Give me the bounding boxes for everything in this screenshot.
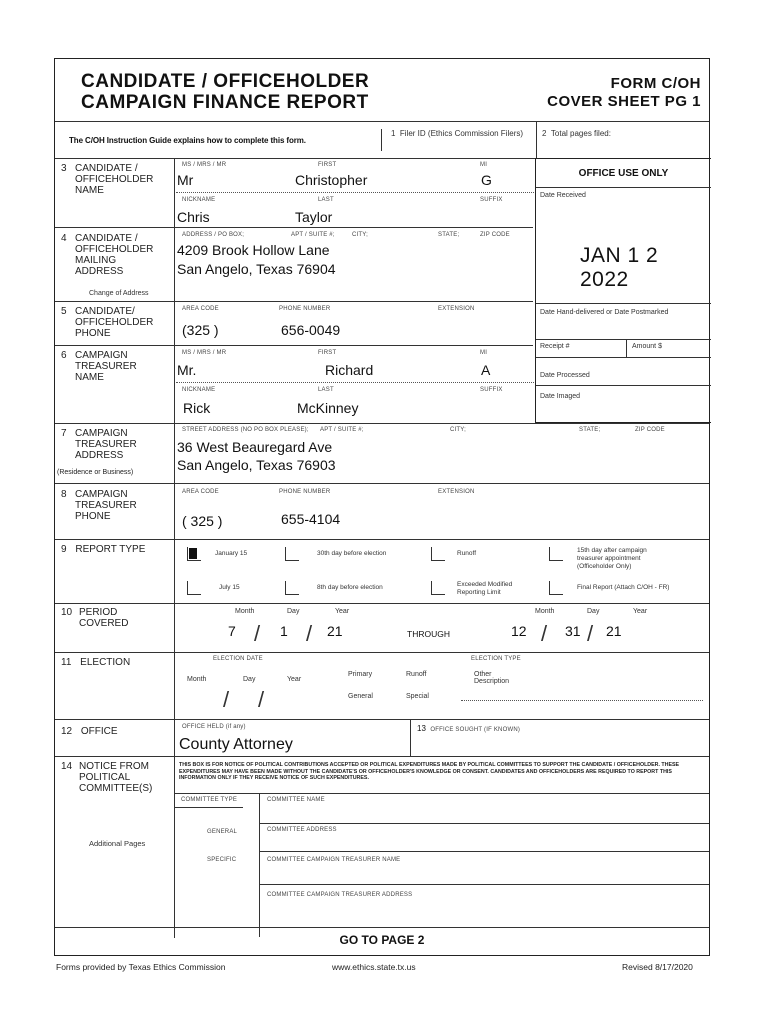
election-primary: Primary	[348, 671, 373, 678]
change-of-address-label: Change of Address	[89, 290, 149, 297]
committee-notice-text: THIS BOX IS FOR NOTICE OF POLITICAL CONTRIBUTIONS ACCEPTED OR POLITICAL EXPENDITURES MADE BY POLITICAL COMMITTEES TO SUPPORT THE CANDIDATE / OFFICEHOLDER. THESE EXPENDITURES MAY HAVE BEEN MADE WITHOUT THE CANDIDATE'S OR OFFICEHOLDER'S KNOWLEDGE OR CONSENT. CANDIDATES AND OFFICEHOLDERS ARE REQUIRED TO REPORT THIS INFORMATION ONLY IF THEY RECEIVE NOTICE OF SUCH EXPENDITURES.	[179, 762, 680, 781]
period-from-month[interactable]: 7	[228, 623, 236, 639]
total-pages-label: Total pages filed:	[550, 129, 611, 138]
sec3-label-block	[61, 163, 171, 196]
footer-provider: Forms provided by Texas Ethics Commission	[56, 962, 226, 972]
sec4-address-label: ADDRESS / PO BOX;	[182, 232, 245, 238]
sec7-num: 7	[61, 428, 67, 439]
treasurer-area-code[interactable]: ( 325 )	[182, 513, 223, 529]
sec3-nickname-label: NICKNAME	[182, 197, 216, 203]
report-exceeded-checkbox[interactable]	[431, 581, 445, 595]
through-label: THROUGH	[407, 629, 450, 639]
sec6-label-block	[61, 350, 171, 383]
total-pages-num: 2	[542, 129, 547, 138]
sec3-label: CANDIDATE / OFFICEHOLDER NAME	[75, 163, 154, 196]
committee-address-label: COMMITTEE ADDRESS	[267, 827, 337, 833]
date-received-label: Date Received	[540, 192, 586, 199]
footer-revision: Revised 8/17/2020	[622, 962, 693, 972]
sec14-num: 14	[61, 761, 73, 772]
sec10-to-month-label: Month	[535, 608, 555, 615]
report-runoff-checkbox[interactable]	[431, 547, 445, 561]
candidate-area-code[interactable]: (325 )	[182, 322, 219, 338]
sec7-label-block	[57, 428, 173, 476]
opt-final: Final Report (Attach C/OH - FR)	[577, 584, 670, 591]
sec9-num: 9	[61, 544, 67, 555]
sec7-state-label: STATE;	[579, 427, 601, 433]
sec4-zip-label: ZIP CODE	[480, 232, 510, 238]
sec10-label-block	[61, 607, 171, 629]
report-final-checkbox[interactable]	[549, 581, 563, 595]
period-slash-2: /	[306, 621, 313, 646]
candidate-last-name[interactable]: Taylor	[295, 209, 333, 225]
date-processed-label: Date Processed	[540, 372, 590, 379]
sec6-mi-label: MI	[480, 350, 488, 356]
sec11-label: ELECTION	[80, 657, 131, 668]
committee-general-label: GENERAL	[207, 829, 238, 835]
opt-jan15: January 15	[215, 550, 248, 557]
form-title-line2: CAMPAIGN FINANCE REPORT	[81, 92, 369, 113]
sec8-phone-label: PHONE NUMBER	[279, 489, 331, 495]
treasurer-mi[interactable]: A	[481, 362, 491, 378]
candidate-prefix[interactable]: Mr	[177, 172, 194, 188]
sec12-num: 12	[61, 726, 73, 737]
sec10-label: PERIOD COVERED	[79, 607, 129, 629]
sec6-num: 6	[61, 350, 67, 361]
treasurer-last-name[interactable]: McKinney	[297, 400, 359, 416]
sec3-num: 3	[61, 163, 67, 174]
sec4-num: 4	[61, 233, 67, 244]
election-general: General	[348, 693, 373, 700]
filer-id-label: Filer ID (Ethics Commission Filers)	[399, 129, 524, 138]
sec5-ext-label: EXTENSION	[438, 306, 475, 312]
opt-30day: 30th day before election	[317, 550, 387, 557]
sec3-mi-label: MI	[480, 162, 488, 168]
candidate-first-name[interactable]: Christopher	[295, 172, 368, 188]
form-title-line1: CANDIDATE / OFFICEHOLDER	[81, 71, 370, 92]
sec13-num: 13	[417, 724, 426, 733]
sec10-to-day-label: Day	[587, 608, 600, 615]
sec10-num: 10	[61, 607, 73, 618]
sec7-city-label: CITY;	[450, 427, 466, 433]
report-15day-checkbox[interactable]	[549, 547, 563, 561]
election-month-label: Month	[187, 676, 207, 683]
sec10-to-year-label: Year	[633, 608, 648, 615]
sec6-first-label: FIRST	[318, 350, 337, 356]
report-jan15-checkbox[interactable]	[187, 547, 201, 561]
sec8-area-label: AREA CODE	[182, 489, 219, 495]
opt-15day-line1: 15th day after campaign	[577, 547, 647, 554]
sec14-label-block	[61, 761, 171, 794]
treasurer-address-line1[interactable]: 36 West Beauregard Ave	[177, 439, 333, 455]
sec8-label: CAMPAIGN TREASURER PHONE	[75, 489, 137, 522]
sec6-nickname-label: NICKNAME	[182, 387, 216, 393]
election-year-label: Year	[287, 676, 302, 683]
sec5-phone-label: PHONE NUMBER	[279, 306, 331, 312]
additional-pages-label: Additional Pages	[89, 839, 146, 848]
candidate-mi[interactable]: G	[481, 172, 492, 188]
form-code: FORM C/OH	[610, 75, 701, 92]
sec4-label: CANDIDATE / OFFICEHOLDER MAILING ADDRESS	[75, 233, 154, 277]
instruction-note: The C/OH Instruction Guide explains how to complete this form.	[69, 136, 306, 145]
filer-id-field[interactable]	[395, 143, 535, 153]
opt-15day-line3: (Officeholder Only)	[577, 563, 632, 570]
sec10-from-year-label: Year	[335, 608, 350, 615]
period-slash-4: /	[587, 621, 594, 646]
period-to-day[interactable]: 31	[565, 623, 581, 639]
opt-exceeded-line2: Reporting Limit	[457, 589, 501, 596]
sec7-apt-label: APT / SUITE #;	[320, 427, 364, 433]
committee-treasurer-name-label: COMMITTEE CAMPAIGN TREASURER NAME	[267, 857, 401, 863]
sec3-ms-label: MS / MRS / MR	[182, 162, 227, 168]
office-use-box	[535, 158, 711, 423]
sec13-block	[417, 724, 520, 733]
date-hand-delivered-label: Date Hand-delivered or Date Postmarked	[540, 309, 669, 316]
sec6-ms-label: MS / MRS / MR	[182, 350, 227, 356]
receipt-label: Receipt #	[540, 343, 570, 350]
date-imaged-label: Date Imaged	[540, 393, 581, 400]
period-slash-1: /	[254, 621, 261, 646]
sec10-from-day-label: Day	[287, 608, 300, 615]
candidate-nickname[interactable]: Chris	[177, 209, 210, 225]
opt-8day: 8th day before election	[317, 584, 383, 591]
opt-runoff: Runoff	[457, 550, 477, 557]
period-to-month[interactable]: 12	[511, 623, 527, 639]
sec8-label-block	[61, 489, 171, 522]
office-sought-label: OFFICE SOUGHT (IF KNOWN)	[430, 727, 521, 733]
report-jul15-checkbox[interactable]	[187, 581, 201, 595]
election-runoff: Runoff	[406, 671, 427, 678]
sec5-label-block	[61, 306, 171, 339]
opt-exceeded	[457, 581, 512, 597]
form-page	[54, 58, 710, 956]
sec10-from-month-label: Month	[235, 608, 255, 615]
period-from-year[interactable]: 21	[327, 623, 343, 639]
candidate-address-line2[interactable]: San Angelo, Texas 76904	[177, 261, 336, 277]
report-30day-checkbox[interactable]	[285, 547, 299, 561]
office-use-title: OFFICE USE ONLY	[578, 168, 669, 179]
election-other: Other	[474, 671, 492, 678]
sec11-label-block	[61, 657, 130, 668]
go-to-page-2: GO TO PAGE 2	[339, 933, 425, 947]
period-from-day[interactable]: 1	[280, 623, 288, 639]
period-slash-3: /	[541, 621, 548, 646]
sec7-sub-label: (Residence or Business)	[57, 469, 134, 476]
sec3-suffix-label: SUFFIX	[480, 197, 503, 203]
sec14-label: NOTICE FROM POLITICAL COMMITTEE(S)	[79, 761, 153, 794]
treasurer-nickname[interactable]: Rick	[183, 400, 211, 416]
opt-15day	[577, 547, 647, 571]
sec6-label: CAMPAIGN TREASURER NAME	[75, 350, 137, 383]
filer-id-num: 1	[391, 129, 396, 138]
sec6-last-label: LAST	[318, 387, 334, 393]
committee-type-label: COMMITTEE TYPE	[181, 797, 238, 803]
sec8-num: 8	[61, 489, 67, 500]
opt-exceeded-line1: Exceeded Modified	[457, 581, 513, 588]
sec3-last-label: LAST	[318, 197, 334, 203]
office-held-value[interactable]: County Attorney	[179, 736, 293, 753]
election-slash-2: /	[258, 687, 265, 712]
treasurer-prefix[interactable]: Mr.	[177, 362, 197, 378]
election-date-label: ELECTION DATE	[213, 656, 263, 662]
received-date-stamp: JAN 1 2 2022	[580, 244, 659, 291]
treasurer-first-name[interactable]: Richard	[325, 362, 374, 378]
form-subtitle: COVER SHEET PG 1	[547, 93, 701, 110]
treasurer-phone[interactable]: 655-4104	[281, 511, 341, 527]
sec8-ext-label: EXTENSION	[438, 489, 475, 495]
committee-treasurer-address-label: COMMITTEE CAMPAIGN TREASURER ADDRESS	[267, 892, 413, 898]
sec5-label: CANDIDATE/ OFFICEHOLDER PHONE	[75, 306, 154, 339]
opt-jul15: July 15	[219, 584, 240, 591]
sec12-label: OFFICE	[80, 726, 118, 737]
sec4-city-label: CITY;	[352, 232, 368, 238]
sec7-label: CAMPAIGN TREASURER ADDRESS	[75, 428, 137, 461]
sec4-state-label: STATE;	[438, 232, 460, 238]
sec11-num: 11	[61, 657, 72, 668]
amount-label: Amount $	[632, 343, 662, 350]
candidate-address-line1[interactable]: 4209 Brook Hollow Lane	[177, 242, 330, 258]
committee-specific-label: SPECIFIC	[207, 857, 237, 863]
sec5-area-label: AREA CODE	[182, 306, 219, 312]
office-held-label: OFFICE HELD (if any)	[182, 724, 246, 730]
sec12-label-block	[61, 726, 118, 737]
sec4-label-block	[61, 233, 171, 277]
election-type-label: ELECTION TYPE	[471, 656, 521, 662]
election-description: Description	[474, 678, 510, 685]
election-slash-1: /	[223, 687, 230, 712]
sec6-suffix-label: SUFFIX	[480, 387, 503, 393]
candidate-phone[interactable]: 656-0049	[281, 322, 341, 338]
sec7-zip-label: ZIP CODE	[635, 427, 665, 433]
sec9-label: REPORT TYPE	[75, 544, 146, 555]
period-to-year[interactable]: 21	[606, 623, 622, 639]
sec7-address-label: STREET ADDRESS (NO PO BOX PLEASE);	[182, 427, 309, 433]
sec5-num: 5	[61, 306, 67, 317]
sec3-first-label: FIRST	[318, 162, 337, 168]
sec4-apt-label: APT / SUITE #;	[291, 232, 335, 238]
treasurer-address-line2[interactable]: San Angelo, Texas 76903	[177, 457, 336, 473]
election-special: Special	[406, 693, 429, 700]
sec9-label-block	[61, 544, 145, 555]
report-8day-checkbox[interactable]	[285, 581, 299, 595]
committee-name-label: COMMITTEE NAME	[267, 797, 325, 803]
election-day-label: Day	[243, 676, 256, 683]
opt-15day-line2: treasurer appointment	[577, 555, 641, 562]
footer-website[interactable]: www.ethics.state.tx.us	[332, 962, 416, 972]
